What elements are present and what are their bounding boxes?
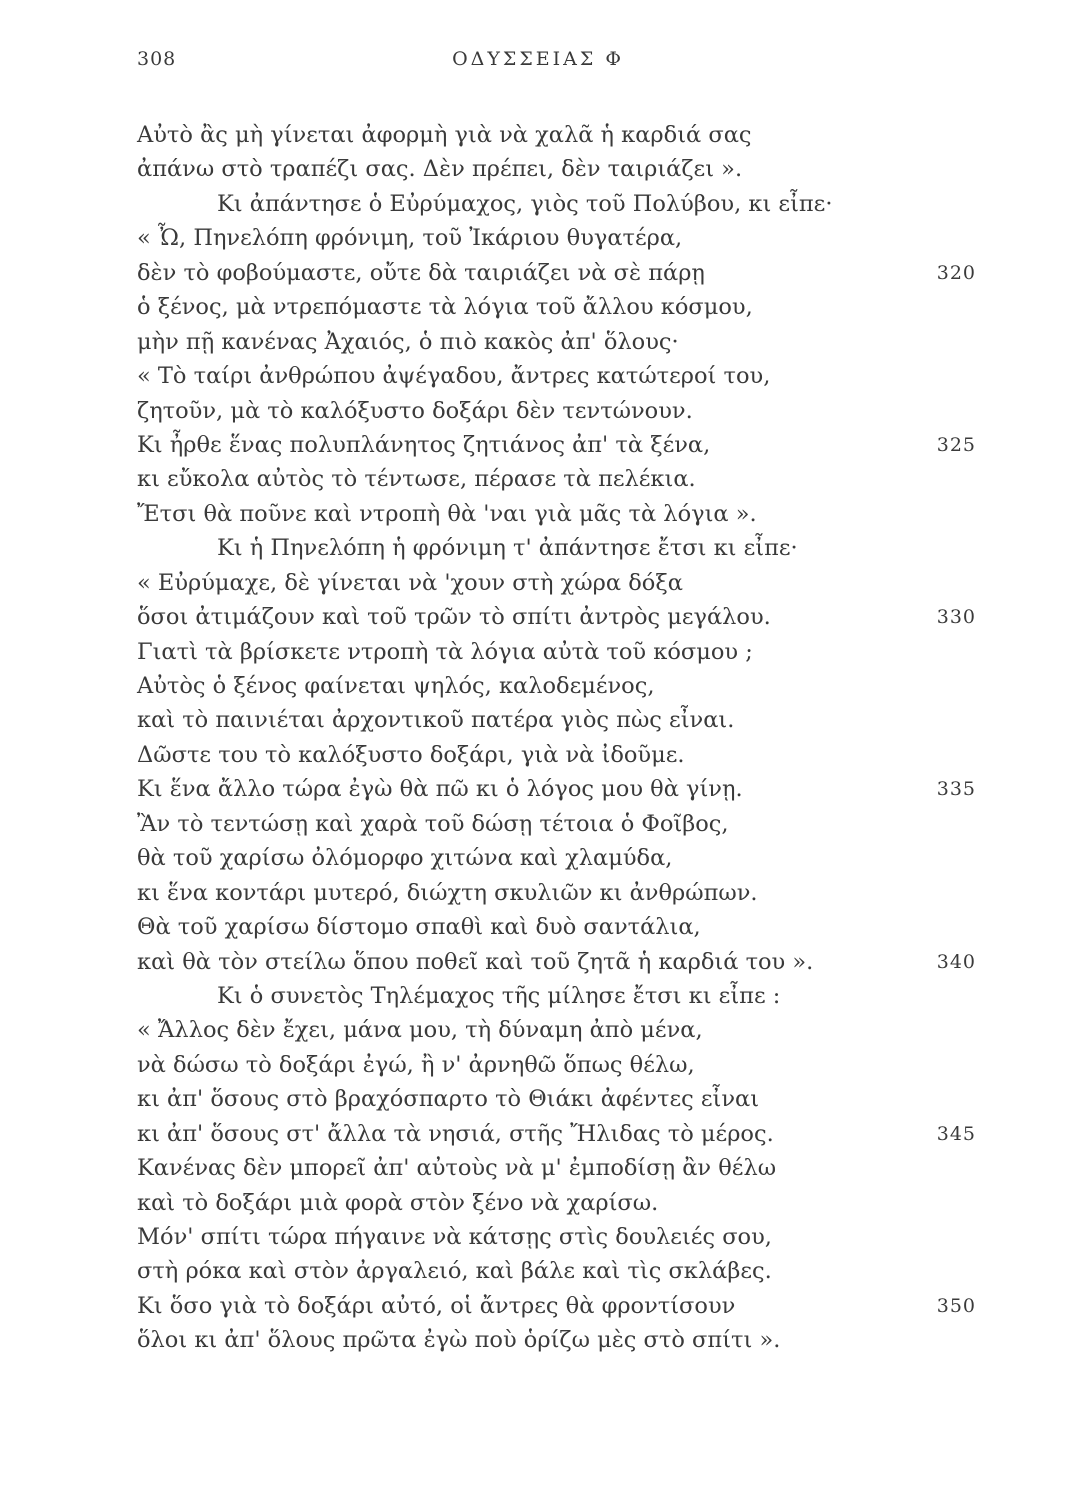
verse-line — [0, 841, 1076, 875]
verse-line — [0, 1220, 1076, 1254]
verse-line — [0, 152, 1076, 186]
verse-line — [0, 1082, 1076, 1116]
verse-line — [0, 1289, 1076, 1323]
verse-text: Κι ἀπάντησε ὁ Εὐρύμαχος, γιὸς τοῦ Πολύβου, κι εἶπε· — [217, 190, 833, 217]
verse-text: Αὐτὸς ὁ ξένος φαίνεται ψηλός, καλοδεμένος, — [137, 673, 655, 699]
verse-text: « Ἄλλος δὲν ἔχει, μάνα μου, τὴ δύναμη ἀπὸ μένα, — [137, 1017, 703, 1044]
verse-text: Ἂν τὸ τεντώσῃ καὶ χαρὰ τοῦ δώσῃ τέτοια ὁ Φοῖβος, — [137, 810, 729, 837]
verse-text: Θὰ τοῦ χαρίσω δίστομο σπαθὶ καὶ δυὸ σαντάλια, — [137, 914, 701, 941]
verse-text: θὰ τοῦ χαρίσω ὀλόμορφο χιτώνα καὶ χλαμύδα, — [137, 845, 673, 872]
verse-line — [0, 1254, 1076, 1288]
line-number: 335 — [936, 778, 976, 801]
verse-line — [0, 359, 1076, 393]
verse-line — [0, 669, 1076, 703]
verse-text: κι εὔκολα αὐτὸς τὸ τέντωσε, πέρασε τὰ πελέκια. — [137, 466, 696, 493]
verse-line — [0, 394, 1076, 428]
verse-text: καὶ τὸ παινιέται ἀρχοντικοῦ πατέρα γιὸς πὼς εἶναι. — [137, 707, 735, 734]
verse-text: Μόν' σπίτι τώρα πήγαινε νὰ κάτσῃς στὶς δουλειές σου, — [137, 1224, 772, 1250]
verse-text: ὅλοι κι ἀπ' ὅλους πρῶτα ἐγὼ ποὺ ὁρίζω μὲς στὸ σπίτι ». — [137, 1327, 781, 1354]
verse-line — [0, 635, 1076, 669]
verse-text: Γιατὶ τὰ βρίσκετε ντροπὴ τὰ λόγια αὐτὰ τοῦ κόσμου ; — [137, 638, 753, 665]
verse-line — [0, 428, 1076, 462]
verse-line — [0, 910, 1076, 944]
page-number: 308 — [137, 48, 177, 70]
verse-line — [0, 256, 1076, 290]
verse-text: μὴν πῇ κανένας Ἀχαιός, ὁ πιὸ κακὸς ἀπ' ὅλους· — [137, 328, 679, 355]
verse-line — [0, 325, 1076, 359]
verse-text: Κι ἦρθε ἕνας πολυπλάνητος ζητιάνος ἀπ' τὰ ξένα, — [137, 431, 711, 458]
verse-text: στὴ ρόκα καὶ στὸν ἀργαλειό, καὶ βάλε καὶ τὶς σκλάβες. — [137, 1258, 772, 1285]
verse-text: Κανένας δὲν μπορεῖ ἀπ' αὐτοὺς νὰ μ' ἐμποδίσῃ ἂν θέλω — [137, 1155, 777, 1182]
verse-line — [0, 531, 1076, 565]
verse-line — [0, 703, 1076, 737]
verse-line — [0, 118, 1076, 152]
verse-line — [0, 1151, 1076, 1185]
verse-line — [0, 876, 1076, 910]
verse-text: Αὐτὸ ἂς μὴ γίνεται ἀφορμὴ γιὰ νὰ χαλᾶ ἡ καρδιά σας — [137, 122, 752, 148]
verse-text: ἀπάνω στὸ τραπέζι σας. Δὲν πρέπει, δὲν ταιριάζει ». — [137, 156, 743, 183]
verse-line — [0, 600, 1076, 634]
line-number: 345 — [936, 1122, 976, 1145]
verse-line — [0, 497, 1076, 531]
verse-line — [0, 221, 1076, 255]
verse-text: Κι ἕνα ἄλλο τώρα ἐγὼ θὰ πῶ κι ὁ λόγος μου θὰ γίνῃ. — [137, 776, 743, 803]
verse-line — [0, 979, 1076, 1013]
verse-text: ὅσοι ἀτιμάζουν καὶ τοῦ τρῶν τὸ σπίτι ἀντρὸς μεγάλου. — [137, 604, 771, 631]
poem-body — [0, 118, 1076, 1358]
line-number: 330 — [936, 606, 976, 629]
verse-text: Δῶστε του τὸ καλόξυστο δοξάρι, γιὰ νὰ ἰδοῦμε. — [137, 741, 685, 768]
verse-text: κι ἕνα κοντάρι μυτερό, διώχτη σκυλιῶν κι ἀνθρώπων. — [137, 879, 758, 906]
verse-text: Κι ὅσο γιὰ τὸ δοξάρι αὐτό, οἱ ἄντρες θὰ φροντίσουν — [137, 1292, 736, 1319]
verse-line — [0, 566, 1076, 600]
verse-line — [0, 1013, 1076, 1047]
verse-text: κι ἀπ' ὅσους στ' ἄλλα τὰ νησιά, στῆς Ἤλιδας τὸ μέρος. — [137, 1120, 774, 1147]
verse-text: ζητοῦν, μὰ τὸ καλόξυστο δοξάρι δὲν τεντώνουν. — [137, 397, 693, 424]
verse-text: κι ἀπ' ὅσους στὸ βραχόσπαρτο τὸ Θιάκι ἀφέντες εἶναι — [137, 1086, 760, 1113]
verse-line — [0, 807, 1076, 841]
verse-text: « Εὐρύμαχε, δὲ γίνεται νὰ 'χουν στὴ χώρα δόξα — [137, 569, 683, 596]
running-title: ΟΔΥΣΣΕΙΑΣ Φ — [452, 48, 624, 70]
line-number: 320 — [936, 261, 976, 284]
verse-text: « Τὸ ταίρι ἀνθρώπου ἀψέγαδου, ἄντρες κατώτεροί του, — [137, 363, 771, 390]
verse-text: καὶ τὸ δοξάρι μιὰ φορὰ στὸν ξένο νὰ χαρίσω. — [137, 1189, 659, 1216]
verse-text: ὁ ξένος, μὰ ντρεπόμαστε τὰ λόγια τοῦ ἄλλου κόσμου, — [137, 294, 753, 321]
verse-text: « Ὦ, Πηνελόπη φρόνιμη, τοῦ Ἰκάριου θυγατέρα, — [137, 225, 683, 252]
verse-line — [0, 290, 1076, 324]
line-number: 340 — [936, 950, 976, 973]
verse-text: Κι ἡ Πηνελόπη ἡ φρόνιμη τ' ἀπάντησε ἔτσι κι εἶπε· — [217, 535, 798, 562]
verse-text: δὲν τὸ φοβούμαστε, οὔτε δὰ ταιριάζει νὰ σὲ πάρῃ — [137, 259, 705, 286]
page-header — [0, 48, 1076, 78]
line-number: 350 — [936, 1294, 976, 1317]
verse-line — [0, 738, 1076, 772]
verse-text: καὶ θὰ τὸν στείλω ὅπου ποθεῖ καὶ τοῦ ζητᾶ ἡ καρδιά του ». — [137, 948, 814, 975]
verse-line — [0, 462, 1076, 496]
verse-line — [0, 1323, 1076, 1357]
verse-line — [0, 1117, 1076, 1151]
verse-text: νὰ δώσω τὸ δοξάρι ἐγώ, ἢ ν' ἀρνηθῶ ὅπως θέλω, — [137, 1051, 695, 1078]
verse-line — [0, 945, 1076, 979]
verse-text: Κι ὁ συνετὸς Τηλέμαχος τῆς μίλησε ἔτσι κι εἶπε : — [217, 982, 781, 1009]
verse-text: Ἔτσι θὰ ποῦνε καὶ ντροπὴ θὰ 'ναι γιὰ μᾶς τὰ λόγια ». — [137, 500, 757, 527]
verse-line — [0, 772, 1076, 806]
verse-line — [0, 1048, 1076, 1082]
verse-line — [0, 187, 1076, 221]
line-number: 325 — [936, 433, 976, 456]
verse-line — [0, 1186, 1076, 1220]
